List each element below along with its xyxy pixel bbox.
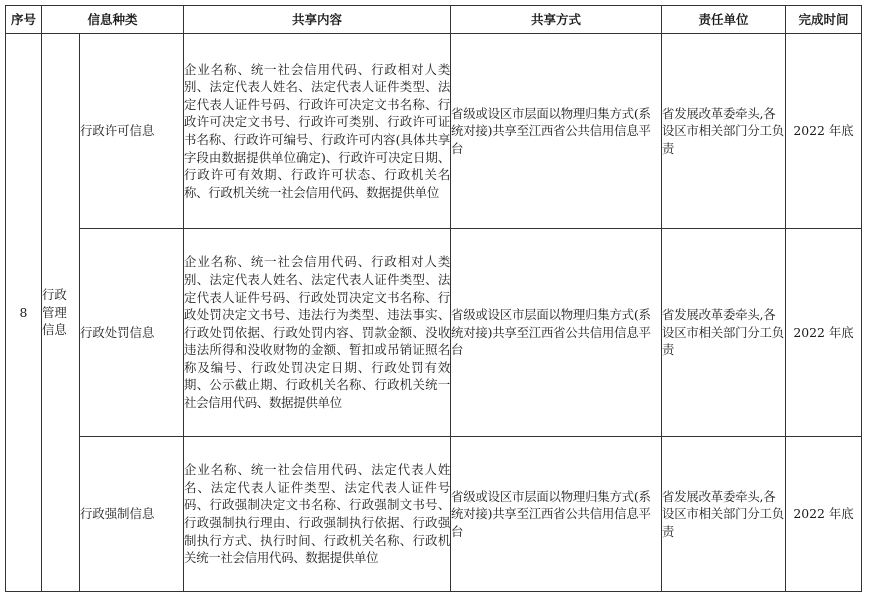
deadline-cell: 2022 年底 [786,437,862,592]
category-cell [42,34,80,592]
unit-cell: 省发展改革委牵头,各设区市相关部门分工负责 [662,34,786,229]
info-type-cell: 行政处罚信息 [80,229,184,437]
info-type-cell: 行政许可信息 [80,34,184,229]
table-row [6,437,862,592]
seq-cell: 8 [6,34,42,592]
content-cell: 企业名称、统一社会信用代码、行政相对人类别、法定代表人姓名、法定代表人证件类型、法定代表人证件号码、行政许可决定文书名称、行政许可决定文书号、行政许可类别、行政许可证书名称、行政许可编号、行政许可内容(具体共享字段由数据提供单位确定)、行政许可决定日期、行政许可有效期、行政许可状态、行政机关名称、行政机关统一社会信用代码、数据提供单位 [184,34,451,229]
header-unit: 责任单位 [662,6,786,34]
header-seq: 序号 [6,6,42,34]
category-line: 信息 [42,322,67,338]
header-method: 共享方式 [451,6,662,34]
table-row [6,34,862,229]
header-content: 共享内容 [184,6,451,34]
method-cell: 省级或设区市层面以物理归集方式(系统对接)共享至江西省公共信用信息平台 [451,34,662,229]
content-cell: 企业名称、统一社会信用代码、行政相对人类别、法定代表人姓名、法定代表人证件类型、法定代表人证件号码、行政处罚决定文书名称、行政处罚决定文书号、违法行为类型、违法事实、行政处罚依据、行政处罚内容、罚款金额、没收违法所得和没收财物的金额、暂扣或吊销证照名称及编号、行政处罚决定日期、行政处罚有效期、公示截止期、行政机关名称、行政机关统一社会信用代码、数据提供单位 [184,229,451,437]
deadline-cell: 2022 年底 [786,229,862,437]
method-cell: 省级或设区市层面以物理归集方式(系统对接)共享至江西省公共信用信息平台 [451,229,662,437]
sharing-table [5,5,862,592]
header-category: 信息种类 [42,6,184,34]
method-cell: 省级或设区市层面以物理归集方式(系统对接)共享至江西省公共信用信息平台 [451,437,662,592]
category-line: 行政 [42,287,67,303]
info-type-cell: 行政强制信息 [80,437,184,592]
category-line: 管理 [42,304,67,320]
deadline-cell: 2022 年底 [786,34,862,229]
content-cell: 企业名称、统一社会信用代码、法定代表人姓名、法定代表人证件类型、法定代表人证件号码、行政强制决定文书名称、行政强制文书号、行政强制执行理由、行政强制执行依据、行政强制执行方式、执行时间、行政机关名称、行政机关统一社会信用代码、数据提供单位 [184,437,451,592]
table-header-row [6,6,862,34]
unit-cell: 省发展改革委牵头,各设区市相关部门分工负责 [662,437,786,592]
unit-cell: 省发展改革委牵头,各设区市相关部门分工负责 [662,229,786,437]
header-deadline: 完成时间 [786,6,862,34]
table-row [6,229,862,437]
